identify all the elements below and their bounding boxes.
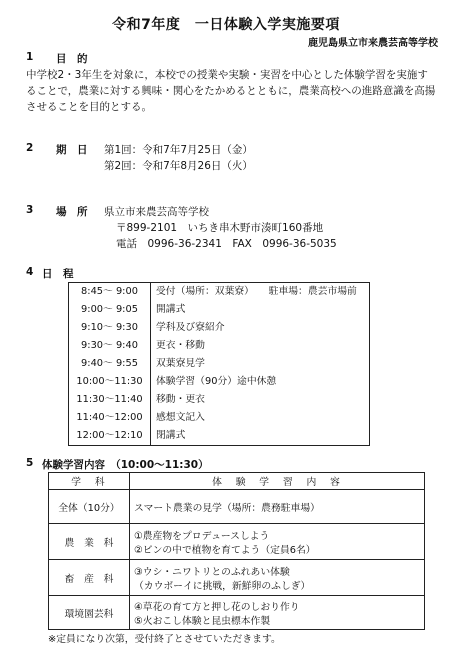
schedule-item: 閉講式 [156,430,186,441]
program-subject: 農 業 科 [49,524,130,560]
purpose-text: 中学校2・3年生を対象に，本校での授業や実験・実習を中心とした体験学習を実施することで，農業に対する興味・関心をたかめるとともに，農業高校への進路意識を高揚させることを目的とする。 [26,69,436,113]
program-subject: 環境園芸科 [49,596,130,630]
program-subject: 畜 産 科 [49,560,130,596]
program-content [130,596,425,630]
schedule-time: 8:45～ 9:00 [81,286,138,297]
schedule-item: 開講式 [156,304,186,315]
program-header-content: 体 験 学 習 内 容 [130,473,425,490]
schedule-item: 体験学習（90分）途中休憩 [156,376,277,387]
school-name: 鹿児島県立市来農芸高等学校 [308,38,438,49]
program-content-line: スマート農業の見学（場所：農務駐車場） [134,502,320,514]
schedule-time: 9:10～ 9:30 [81,322,138,333]
schedule-time: 11:40～12:00 [76,412,143,423]
schedule-time: 9:00～ 9:05 [81,304,138,315]
page-title: 令和7年度 一日体験入学実施要項 [112,17,340,33]
schedule-time: 9:30～ 9:40 [81,340,138,351]
program-subject: 全体（10分） [49,490,130,524]
program-content-line: ④草花の育て方と押し花のしおり作り [134,601,300,613]
section-label-date: 期 日 [56,144,88,156]
date-line-2: 第2回：令和7年8月26日（火） [104,160,253,172]
section-number-program: 5 [26,457,34,469]
program-content-line: ⑤火おこし体験と昆虫標本作製 [134,615,271,627]
schedule-table [68,282,370,446]
section-number-place: 3 [26,204,34,216]
program-content-line: ②ビンの中で植物を育てよう（定員6名） [134,544,316,556]
schedule-time: 10:00～11:30 [76,376,143,387]
program-content-line: ①農産物をプロデュースしよう [134,530,270,542]
program-table [48,472,425,630]
place-name: 県立市来農芸高等学校 [104,206,209,218]
schedule-item: 感想文記入 [156,412,205,423]
section-label-program: 体験学習内容 （10:00～11:30） [42,459,209,471]
footnote: ※定員になり次第，受付終了とさせていただきます。 [48,634,281,645]
program-header-subject: 学 科 [49,473,130,490]
schedule-time: 9:40～ 9:55 [81,358,138,369]
program-content [130,490,425,524]
section-label-schedule: 日 程 [42,268,74,280]
schedule-item: 受付（場所：双葉寮） 駐車場：農芸市場前 [156,286,357,297]
schedule-times-column [69,283,151,446]
program-content-line: ③ウシ・ニワトリとのふれあい体験 [134,566,290,578]
place-address: 〒899-2101 いちき串木野市湊町160番地 [116,222,324,234]
schedule-item: 移動・更衣 [156,394,205,405]
section-number-purpose: 1 [26,51,34,63]
section-number-schedule: 4 [26,266,34,278]
place-phone: 電話 0996-36-2341 FAX 0996-36-5035 [116,238,337,250]
program-content [130,560,425,596]
date-line-1: 第1回：令和7年7月25日（金） [104,144,253,156]
program-content [130,524,425,560]
schedule-time: 12:00～12:10 [76,430,143,441]
schedule-item: 更衣・移動 [156,340,205,351]
program-content-line: （カウボーイに挑戦，新鮮卵のふしぎ） [134,580,311,592]
schedule-item: 双葉寮見学 [156,358,205,369]
section-label-purpose: 目 的 [56,53,88,65]
schedule-items-column [151,283,370,446]
schedule-time: 11:30～11:40 [76,394,143,405]
schedule-item: 学科及び寮紹介 [156,322,225,333]
section-number-date: 2 [26,142,34,154]
section-label-place: 場 所 [56,206,88,218]
